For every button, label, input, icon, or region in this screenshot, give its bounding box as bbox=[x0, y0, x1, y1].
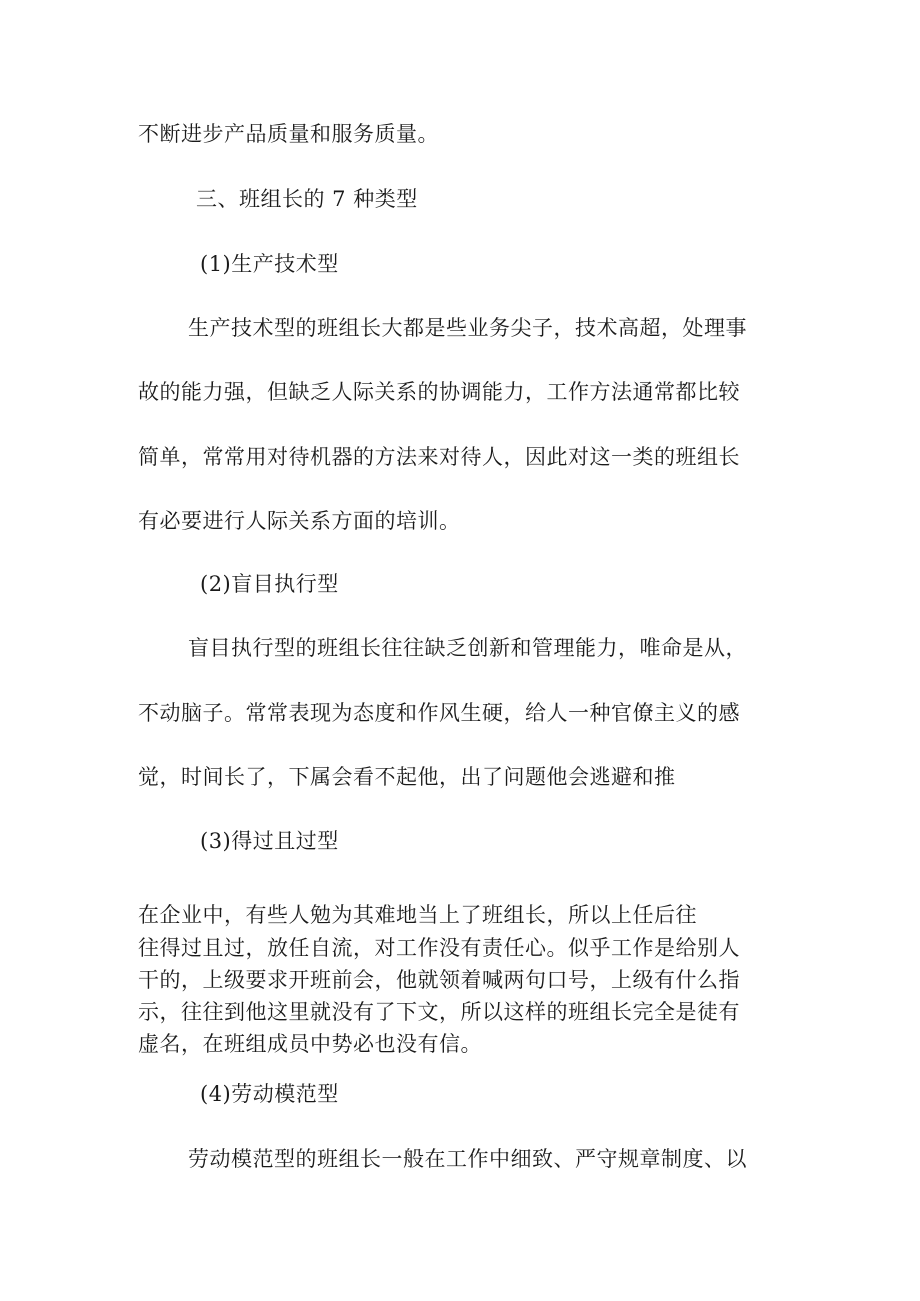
paragraph-line: 简单，常常用对待机器的方法来对待人，因此对这一类的班组长 bbox=[138, 445, 740, 469]
paragraph-line: 往得过且过，放任自流，对工作没有责任心。似乎工作是给别人 bbox=[138, 936, 740, 960]
paragraph-line: 故的能力强，但缺乏人际关系的协调能力，工作方法通常都比较 bbox=[138, 380, 740, 404]
paragraph-line: 不动脑子。常常表现为态度和作风生硬，给人一种官僚主义的感 bbox=[138, 701, 740, 725]
paragraph-line: 有必要进行人际关系方面的培训。 bbox=[138, 509, 461, 533]
section-heading: 三、班组长的 7 种类型 bbox=[196, 187, 418, 211]
paragraph-line: 生产技术型的班组长大都是些业务尖子，技术高超，处理事 bbox=[188, 316, 747, 340]
paragraph-line: 觉，时间长了，下属会看不起他，出了问题他会逃避和推 bbox=[138, 765, 676, 789]
subsection-heading: (1)生产技术型 bbox=[200, 252, 339, 276]
paragraph-line: 在企业中，有些人勉为其难地当上了班组长，所以上任后往 bbox=[138, 903, 697, 927]
paragraph-line: 虚名，在班组成员中势必也没有信。 bbox=[138, 1032, 482, 1056]
paragraph-line: 盲目执行型的班组长往往缺乏创新和管理能力，唯命是从， bbox=[188, 636, 747, 660]
subsection-heading: (4)劳动模范型 bbox=[200, 1082, 339, 1106]
paragraph-line: 劳动模范型的班组长一般在工作中细致、严守规章制度、以 bbox=[188, 1147, 747, 1171]
subsection-heading: (2)盲目执行型 bbox=[200, 572, 339, 596]
paragraph-line: 不断进步产品质量和服务质量。 bbox=[138, 122, 439, 146]
subsection-heading: (3)得过且过型 bbox=[200, 829, 339, 853]
paragraph-line: 干的，上级要求开班前会，他就领着喊两句口号，上级有什么指 bbox=[138, 968, 740, 992]
paragraph-line: 示，往往到他这里就没有了下文，所以这样的班组长完全是徒有 bbox=[138, 1000, 740, 1024]
